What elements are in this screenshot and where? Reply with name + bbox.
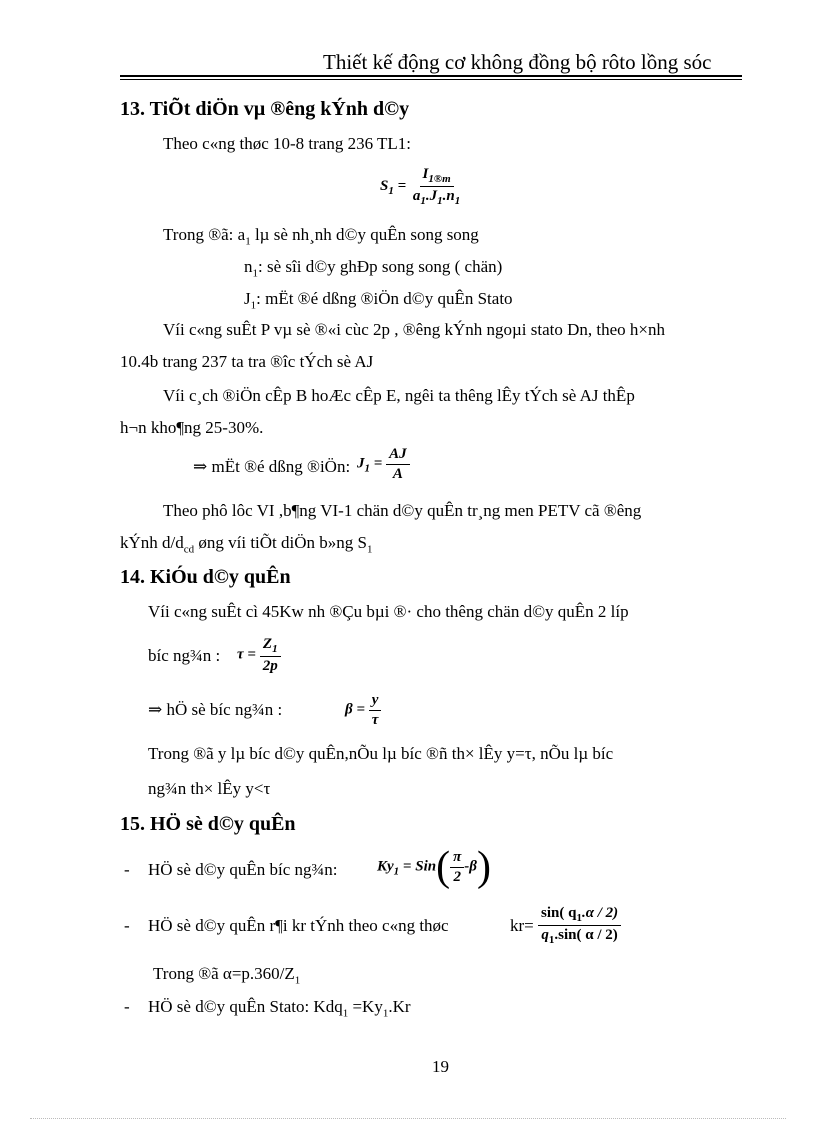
section-13-heading: 13. TiÕt diÖn vµ ®êng kÝnh d©y (120, 98, 410, 120)
s13-paragraph-5a: Theo phô lôc VI ,b¶ng VI-1 chän d©y quÊn tr¸ng men PETV cã ®êng (163, 501, 642, 520)
formula-kr: $\frac{\sin( q_1.\alpha / 2)}{q_1.\sin( \alpha / 2)}$ (538, 905, 621, 946)
s15-distribution-factor-label: HÖ sè d©y quÊn r¶i kr tÝnh theo c«ng thøc (148, 916, 449, 935)
formula-tau: τ = $\frac{Z_1}{2p}$ (237, 636, 281, 675)
s15-kr-label: kr= (510, 916, 534, 935)
s13-paragraph-5b: kÝnh $d/d_{cd}$ øng víi tiÕt diÖn b»ng $S_1$ (120, 533, 373, 556)
s13-paragraph-1: Theo c«ng thøc 10-8 trang 236 TL1: (163, 134, 412, 153)
bullet-2: - (124, 916, 130, 935)
s15-alpha-definition: Trong ®ã $\alpha=p.360/Z_1$ (153, 964, 301, 987)
formula-j1: $J_1$ = $\frac{AJ}{A}$ (357, 446, 410, 482)
s13-paragraph-2b: 10.4b trang 237 ta tra ®îc tÝch sè AJ (120, 352, 374, 371)
s13-where-a1: Trong ®ã: $a_1$ lµ sè nh¸nh d©y quÊn song song (163, 225, 479, 248)
section-15-heading: 15. HÖ sè d©y quÊn (120, 813, 296, 835)
page-number: 19 (432, 1057, 449, 1076)
s14-paragraph-4: Trong ®ã y lµ bíc d©y quÊn,nÕu lµ bíc ®ñ th× lÊy y=τ, nÕu lµ bíc (148, 744, 614, 763)
bullet-3: - (124, 997, 130, 1016)
s13-paragraph-3b: h¬n kho¶ng 25-30%. (120, 418, 264, 437)
s14-paragraph-5: ng¾n th× lÊy y<τ (148, 779, 271, 798)
s14-paragraph-1: Víi c«ng suÊt cì 45Kw nh ®Çu bµi ®· cho thêng chän d©y quÊn 2 líp (148, 602, 629, 621)
s14-pitch-factor-label: ⇒ hÖ sè bíc ng¾n : (148, 700, 283, 719)
s13-where-j1: $J_1$: mËt ®é dßng ®iÖn d©y quÊn Stato (244, 289, 513, 312)
bullet-1: - (124, 860, 130, 879)
s13-current-density-label: ⇒ mËt ®é dßng ®iÖn: (193, 457, 351, 476)
s15-stator-winding-factor: HÖ sè d©y quÊn Stato: $Kdq_1 =Ky_1.Kr$ (148, 997, 411, 1020)
formula-ky1: $Ky_1 = Sin$( $\frac{\pi}{2}$ -β) (377, 844, 491, 890)
s15-short-pitch-factor-label: HÖ sè d©y quÊn bíc ng¾n: (148, 860, 338, 879)
section-14-heading: 14. KiÓu d©y quÊn (120, 566, 291, 588)
running-header: Thiết kế động cơ không đồng bộ rôto lồng sóc (323, 50, 712, 74)
header-rule-thin (120, 79, 742, 80)
s13-paragraph-2a: Víi c«ng suÊt P vµ sè ®«i cùc 2p , ®êng kÝnh ngoµi stato Dn, theo h×nh (163, 320, 665, 339)
s14-short-pitch-label: bíc ng¾n : (148, 646, 221, 665)
formula-beta: β = $\frac{y}{\tau}$ (345, 692, 381, 728)
s13-paragraph-3a: Víi c¸ch ®iÖn cÊp B hoÆc cÊp E, ngêi ta thêng lÊy tÝch sè AJ thÊp (163, 386, 635, 405)
header-rule-thick (120, 75, 742, 77)
bottom-dotted-border (30, 1118, 786, 1119)
formula-s1: $S_1$ = $\frac{I_{1®m}}{a_1.J_1.n_1}$ (380, 166, 461, 208)
s13-where-n1: $n_1$: sè sîi d©y ghÐp song song ( chän) (244, 257, 503, 280)
